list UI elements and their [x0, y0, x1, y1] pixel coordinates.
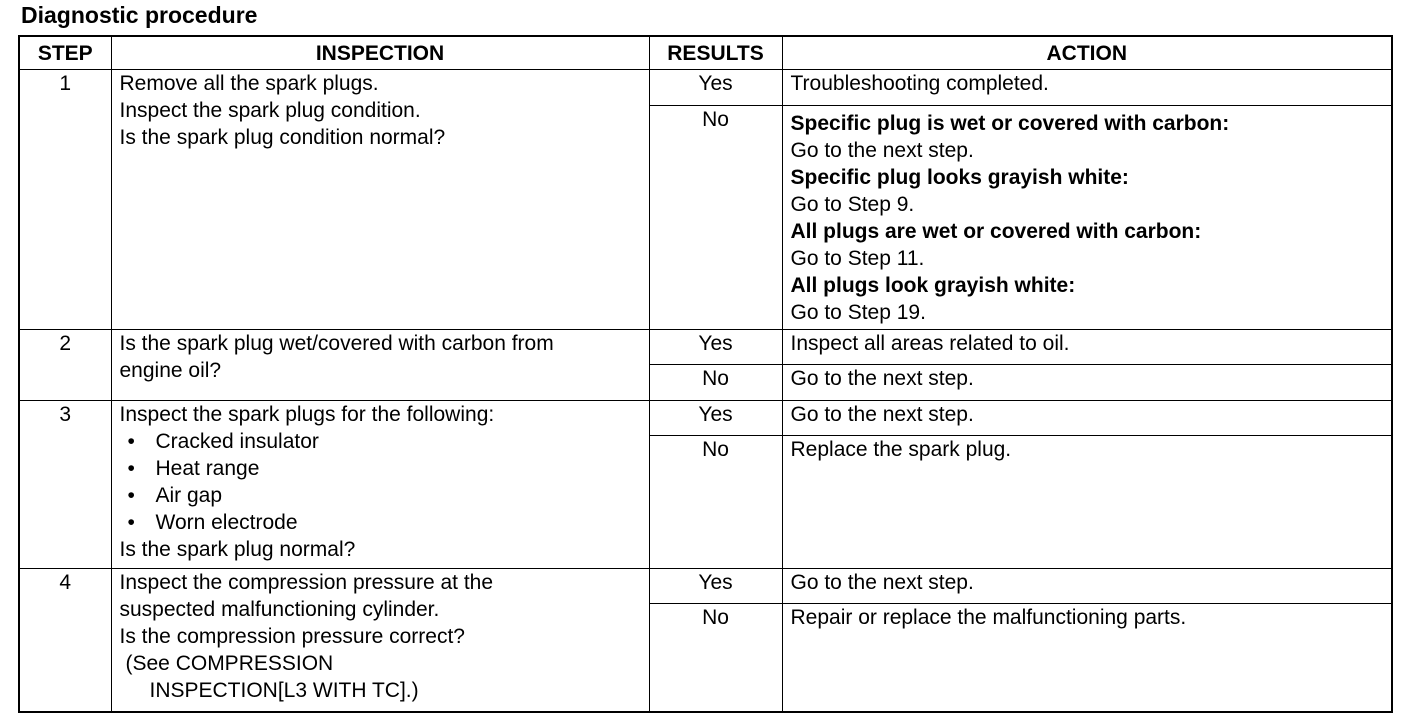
header-row — [19, 36, 1392, 70]
bullet-icon: • — [127, 429, 135, 453]
inspection-line: suspected malfunctioning cylinder. — [119, 597, 440, 621]
step-number: 4 — [19, 568, 111, 712]
see-reference-cont: INSPECTION[L3 WITH TC].) — [149, 678, 419, 702]
result-yes: Yes — [649, 70, 782, 105]
bullet-list — [120, 428, 649, 536]
action-yes: Inspect all areas related to oil. — [782, 329, 1392, 364]
table-row — [19, 400, 1392, 435]
list-item: • Air gap — [127, 483, 223, 507]
action-text: Go to Step 11. — [790, 246, 925, 270]
header-action: ACTION — [782, 36, 1392, 70]
result-yes: Yes — [649, 400, 782, 435]
header-inspection: INSPECTION — [111, 36, 649, 70]
condition-text: Specific plug looks grayish white: — [790, 165, 1129, 189]
inspection-line: Inspect the spark plugs for the following: — [119, 402, 495, 426]
action-no: Repair or replace the malfunctioning parts. — [782, 604, 1392, 712]
inspection-cell — [111, 568, 649, 712]
see-reference: (See COMPRESSION — [125, 651, 334, 675]
action-yes: Go to the next step. — [782, 568, 1392, 603]
header-step: STEP — [19, 36, 111, 70]
result-no: No — [649, 105, 782, 329]
inspection-line: Is the spark plug normal? — [119, 537, 356, 561]
step-number: 3 — [19, 400, 111, 568]
table-row — [19, 568, 1392, 603]
action-no: Replace the spark plug. — [782, 435, 1392, 568]
header-results: RESULTS — [649, 36, 782, 70]
bullet-icon: • — [127, 483, 135, 507]
step-number: 1 — [19, 70, 111, 329]
inspection-line: engine oil? — [119, 358, 222, 382]
inspection-line: Is the spark plug wet/covered with carbon from — [119, 331, 554, 355]
inspection-line: Inspect the compression pressure at the — [119, 570, 494, 594]
action-yes: Troubleshooting completed. — [782, 70, 1392, 105]
action-text: Go to Step 9. — [790, 192, 915, 216]
condition-text: All plugs look grayish white: — [790, 273, 1076, 297]
list-item: • Cracked insulator — [127, 429, 319, 453]
result-no: No — [649, 435, 782, 568]
action-yes: Go to the next step. — [782, 400, 1392, 435]
inspection-line: Is the spark plug condition normal? — [119, 126, 446, 150]
inspection-line: Remove all the spark plugs. — [119, 72, 379, 96]
inspection-cell — [111, 329, 649, 400]
inspection-line: Is the compression pressure correct? — [119, 624, 465, 648]
inspection-cell — [111, 70, 649, 329]
bullet-icon: • — [127, 456, 135, 480]
list-item: • Worn electrode — [127, 510, 298, 534]
diagnostic-table — [18, 35, 1393, 713]
result-no: No — [649, 365, 782, 400]
list-item: • Heat range — [127, 456, 260, 480]
inspection-line: Inspect the spark plug condition. — [119, 99, 421, 123]
page-title: Diagnostic procedure — [21, 2, 258, 28]
inspection-cell — [111, 400, 649, 568]
result-yes: Yes — [649, 329, 782, 364]
bullet-icon: • — [127, 510, 135, 534]
action-text: Go to Step 19. — [790, 300, 926, 324]
table-row — [19, 329, 1392, 364]
action-no: Go to the next step. — [782, 365, 1392, 400]
condition-text: Specific plug is wet or covered with carbon: — [790, 111, 1230, 135]
action-text: Go to the next step. — [790, 138, 974, 162]
result-yes: Yes — [649, 568, 782, 603]
action-no — [782, 105, 1392, 329]
condition-text: All plugs are wet or covered with carbon: — [790, 219, 1202, 243]
step-number: 2 — [19, 329, 111, 400]
result-no: No — [649, 604, 782, 712]
table-row — [19, 70, 1392, 105]
